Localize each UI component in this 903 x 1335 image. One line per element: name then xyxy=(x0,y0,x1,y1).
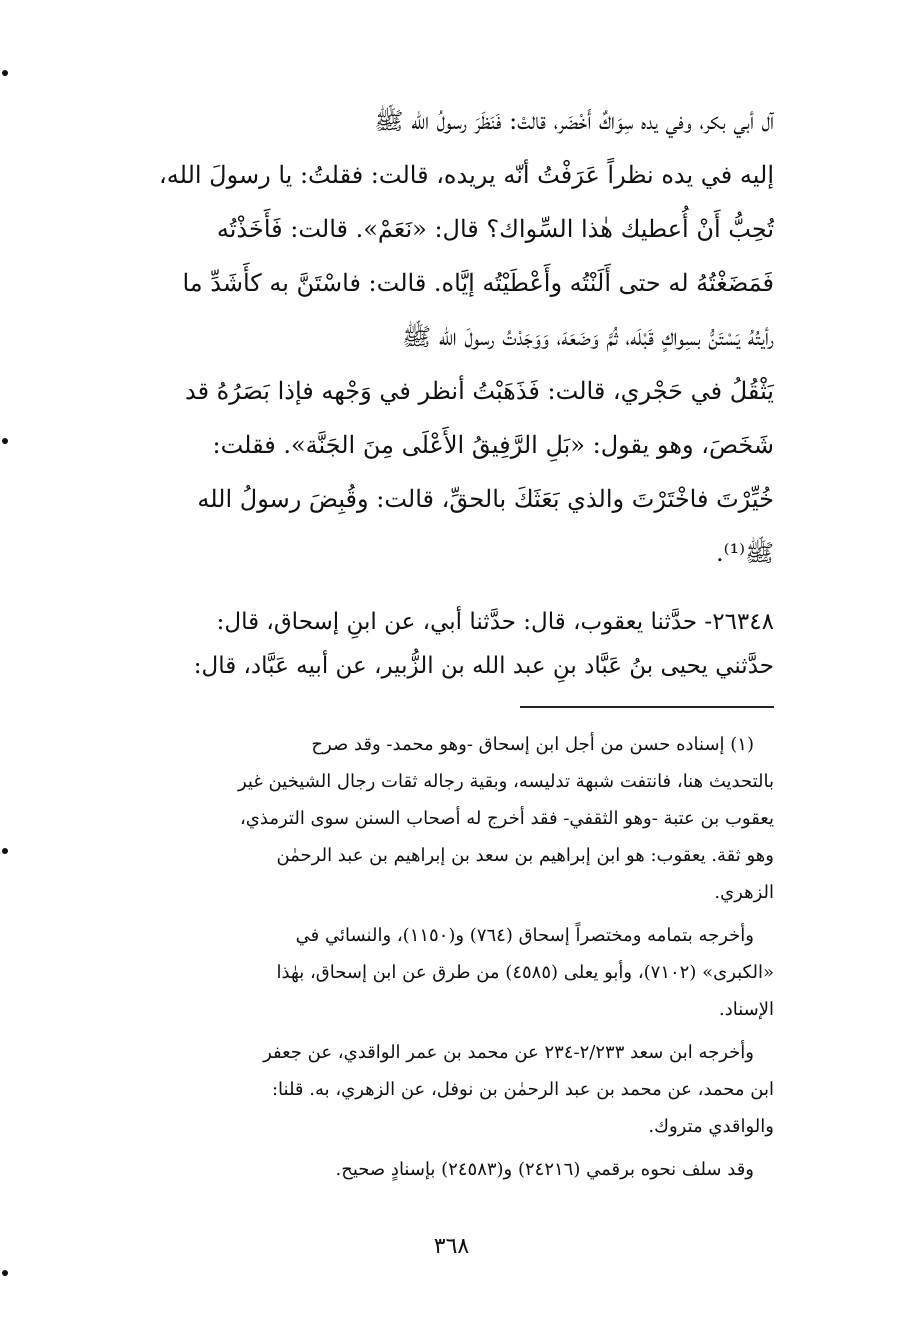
main-text-line: إليه في يده نظراً عَرَفْتُ أنّه يريده، قالت: فقلتُ: يا رسولَ الله، xyxy=(159,161,774,189)
main-text-line: شَخَصَ، وهو يقول: «بَلِ الرَّفِيقُ الأَعْلَى مِنَ الجَنَّة». فقلت: xyxy=(212,431,774,459)
footnote-line: الزهري. xyxy=(714,882,774,903)
footnote-line: والواقدي متروك. xyxy=(648,1116,774,1137)
footnote-line: وأخرجه بتمامه ومختصراً إسحاق (٧٦٤) و(١١٥٠)، والنسائي في xyxy=(295,925,754,946)
footnote-line: بالتحديث هنا، فانتفت شبهة تدليسه، وبقية رجاله ثقات رجال الشيخين غير xyxy=(237,771,774,792)
footnote-divider xyxy=(520,706,774,708)
margin-mark xyxy=(2,70,8,76)
footnote-line: وأخرجه ابن سعد ٢/٢٣٣-٢٣٤ عن محمد بن عمر الواقدي، عن جعفر xyxy=(263,1042,754,1063)
main-text-line: تُحِبُّ أَنْ أُعطيك هٰذا السِّواك؟ قال: «نَعَمْ». قالت: فَأَخَذْتُه xyxy=(216,215,774,243)
footnote-paragraph xyxy=(74,917,774,1028)
footnote-line: الإسناد. xyxy=(718,999,774,1020)
margin-mark xyxy=(2,1270,8,1276)
footnote-paragraph xyxy=(74,1151,774,1188)
footnote-line: وقد سلف نحوه برقمي (٢٤٢١٦) و(٢٤٥٨٣) بإسنادٍ صحيح. xyxy=(335,1159,754,1180)
hadith-line: ٢٦٣٤٨- حدَّثنا يعقوب، قال: حدَّثنا أبي، عن ابنِ إسحاق، قال: xyxy=(216,609,774,635)
hadith-line: حدَّثني يحيى بنُ عَبَّاد بنِ عبد الله بن الزُّبير، عن أبيه عَبَّاد، قال: xyxy=(193,653,774,679)
footnote-line: «الكبرى» (٧١٠٢)، وأبو يعلى (٤٥٨٥) من طرق عن ابن إسحاق، بهٰذا xyxy=(276,962,774,983)
footnotes-block xyxy=(74,726,774,1194)
main-text-line: آل أبي بكر، وفي يده سِوَاكٌ أَخْضَر، قالتْ: فَنَظَرَ رسولُ الله ﷺ xyxy=(374,107,774,135)
main-text-line: خُيِّرْتَ فاخْتَرْتَ والذي بَعَثَكَ بالحقِّ، قالت: وقُبِضَ رسولُ الله xyxy=(197,485,774,513)
main-text-line: فَمَضَغْتُهُ له حتى أَلَنْتُه وأَعْطَيْتُه إيَّاه. قالت: فاسْتَنَّ به كأَشَدِّ ما xyxy=(182,269,774,297)
margin-mark xyxy=(2,848,8,854)
footnote-paragraph xyxy=(74,726,774,911)
footnote-line: وهو ثقة. يعقوب: هو ابن إبراهيم بن سعد بن إبراهيم بن عبد الرحمٰن xyxy=(276,845,774,866)
footnote-line: ابن محمد، عن محمد بن عبد الرحمٰن بن نوفل، عن الزهري، به. قلنا: xyxy=(271,1079,774,1100)
footnote-line: يعقوب بن عتبة -وهو الثقفي- فقد أخرج له أصحاب السنن سوى الترمذي، xyxy=(239,808,774,829)
footnote-paragraph xyxy=(74,1034,774,1145)
main-text-line: رأيتُهُ يَسْتَنُّ بسِواكٍ قَبْلَه، ثُمَّ وَضَعَهَ، وَوَجَدْتُ رسولَ الله ﷺ xyxy=(402,323,774,351)
page-number: ٣٦٨ xyxy=(433,1234,470,1259)
footnote-line: (١) إسناده حسن من أجل ابن إسحاق -وهو محمد- وقد صرح xyxy=(311,734,754,755)
margin-mark xyxy=(2,438,8,444)
main-text-line: يَثْقُلُ في حَجْري، قالت: فَذَهَبْتُ أنظر في وَجْهه فإذا بَصَرُهُ قد xyxy=(184,377,774,405)
main-text-line: ﷺ⁽¹⁾. xyxy=(715,539,774,567)
hadith-start-block xyxy=(74,600,774,688)
main-text-block xyxy=(74,94,774,580)
